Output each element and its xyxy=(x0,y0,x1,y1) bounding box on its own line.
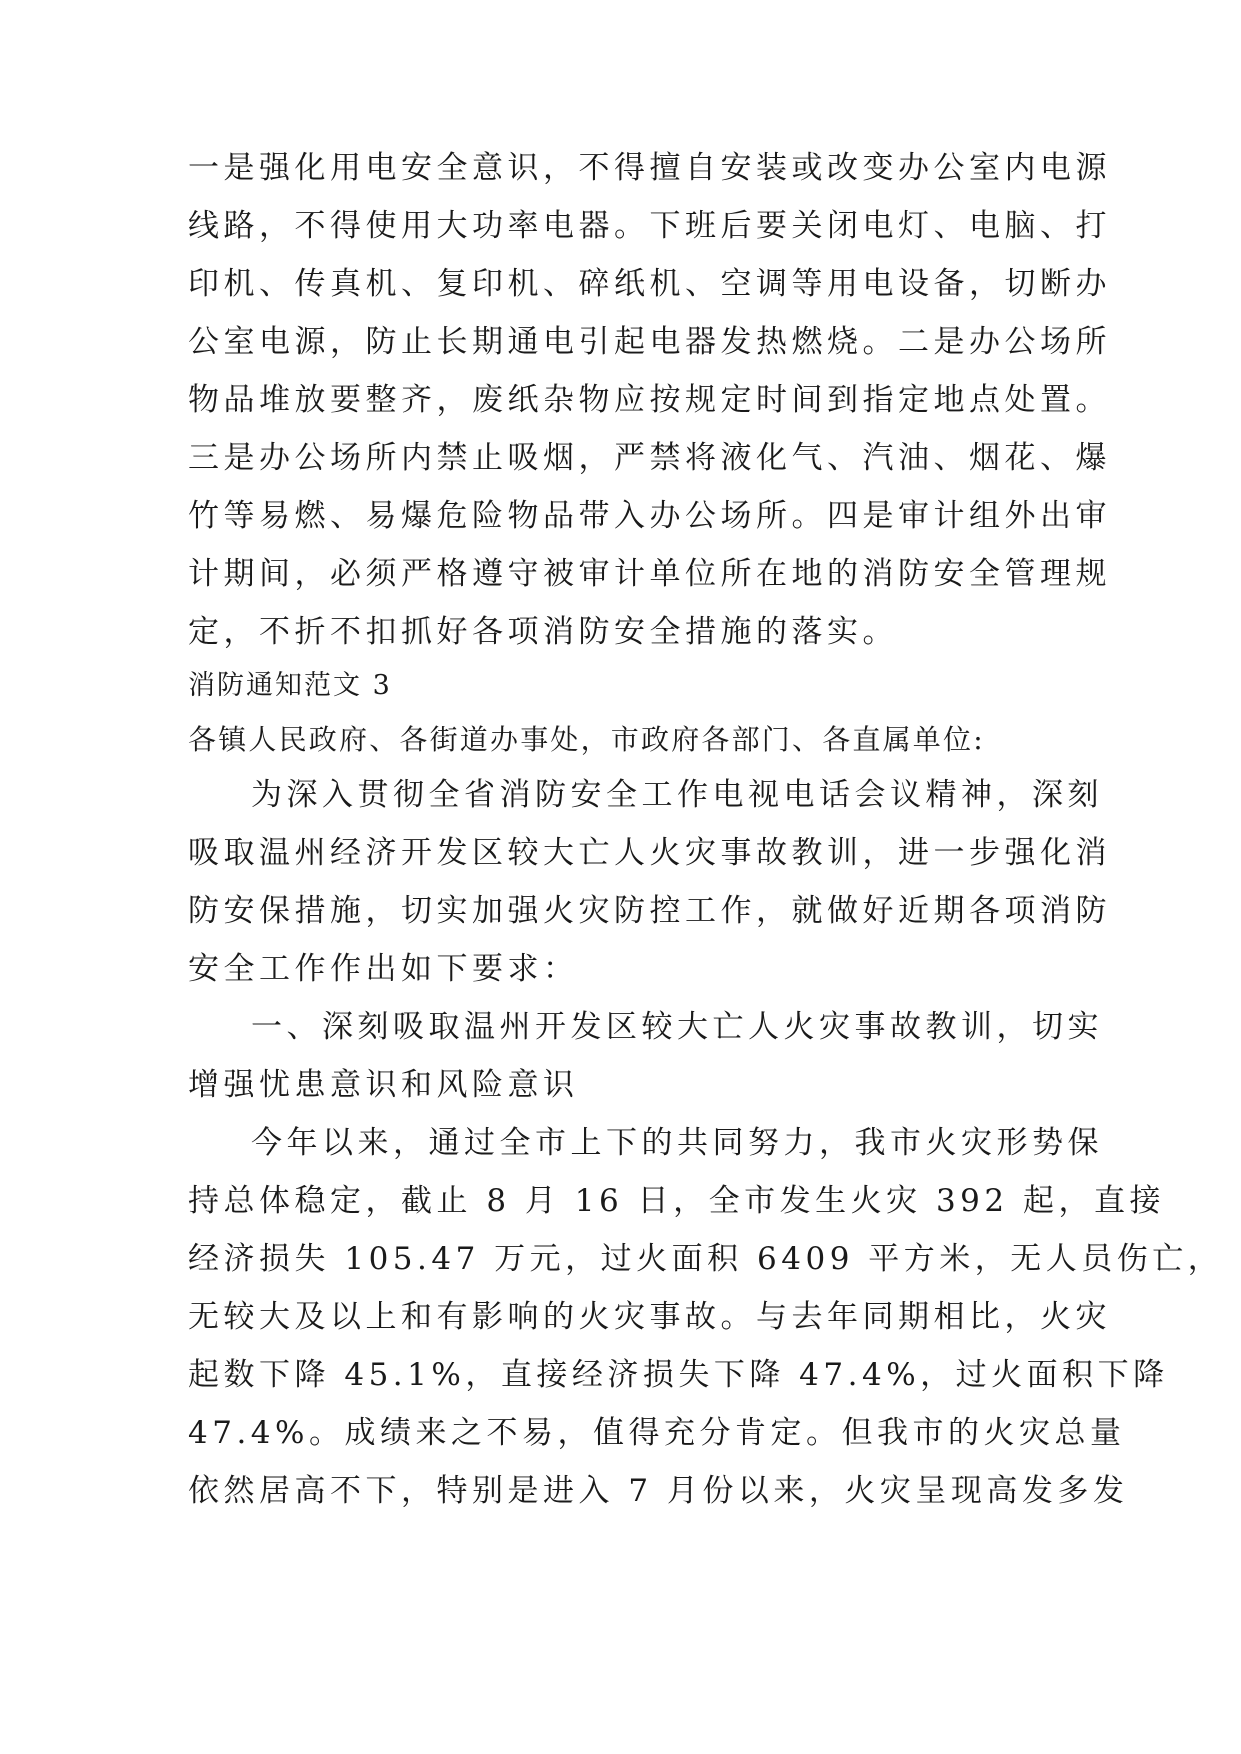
paragraph-line: 无较大及以上和有影响的火灾事故。与去年同期相比，火灾 xyxy=(188,1299,1111,1335)
subsection-heading-line: 增强忧患意识和风险意识 xyxy=(188,1067,579,1103)
paragraph-line: 起数下降 45.1%，直接经济损失下降 47.4%，过火面积下降 xyxy=(188,1357,1169,1393)
paragraph-line: 今年以来，通过全市上下的共同努力，我市火灾形势保 xyxy=(251,1125,1103,1161)
paragraph-line: 防安保措施，切实加强火灾防控工作，就做好近期各项消防 xyxy=(188,893,1111,929)
paragraph-line: 依然居高不下，特别是进入 7 月份以来，火灾呈现高发多发 xyxy=(188,1473,1129,1509)
salutation-line: 各镇人民政府、各街道办事处，市政府各部门、各直属单位: xyxy=(188,723,985,756)
paragraph-line: 三是办公场所内禁止吸烟，严禁将液化气、汽油、烟花、爆 xyxy=(188,440,1111,476)
paragraph-line: 线路，不得使用大功率电器。下班后要关闭电灯、电脑、打 xyxy=(188,208,1111,244)
paragraph-line: 物品堆放要整齐，废纸杂物应按规定时间到指定地点处置。 xyxy=(188,382,1111,418)
paragraph-line: 安全工作作出如下要求： xyxy=(188,951,579,987)
paragraph-line: 一是强化用电安全意识，不得擅自安装或改变办公室内电源 xyxy=(188,150,1111,186)
paragraph-line: 计期间，必须严格遵守被审计单位所在地的消防安全管理规 xyxy=(188,556,1111,592)
paragraph-line: 为深入贯彻全省消防安全工作电视电话会议精神，深刻 xyxy=(251,777,1103,813)
subsection-heading-line: 一、深刻吸取温州开发区较大亡人火灾事故教训，切实 xyxy=(251,1009,1103,1045)
paragraph-line: 定，不折不扣抓好各项消防安全措施的落实。 xyxy=(188,614,898,650)
paragraph-line: 竹等易燃、易爆危险物品带入办公场所。四是审计组外出审 xyxy=(188,498,1111,534)
paragraph-line: 印机、传真机、复印机、碎纸机、空调等用电设备，切断办 xyxy=(188,266,1111,302)
paragraph-line: 吸取温州经济开发区较大亡人火灾事故教训，进一步强化消 xyxy=(188,835,1111,871)
paragraph-line: 47.4%。成绩来之不易，值得充分肯定。但我市的火灾总量 xyxy=(188,1415,1126,1451)
paragraph-line: 持总体稳定，截止 8 月 16 日，全市发生火灾 392 起，直接 xyxy=(188,1183,1165,1219)
paragraph-line: 经济损失 105.47 万元，过火面积 6409 平方米，无人员伤亡， xyxy=(188,1241,1224,1277)
paragraph-line: 公室电源，防止长期通电引起电器发热燃烧。二是办公场所 xyxy=(188,324,1111,360)
section-heading: 消防通知范文 3 xyxy=(188,670,392,701)
